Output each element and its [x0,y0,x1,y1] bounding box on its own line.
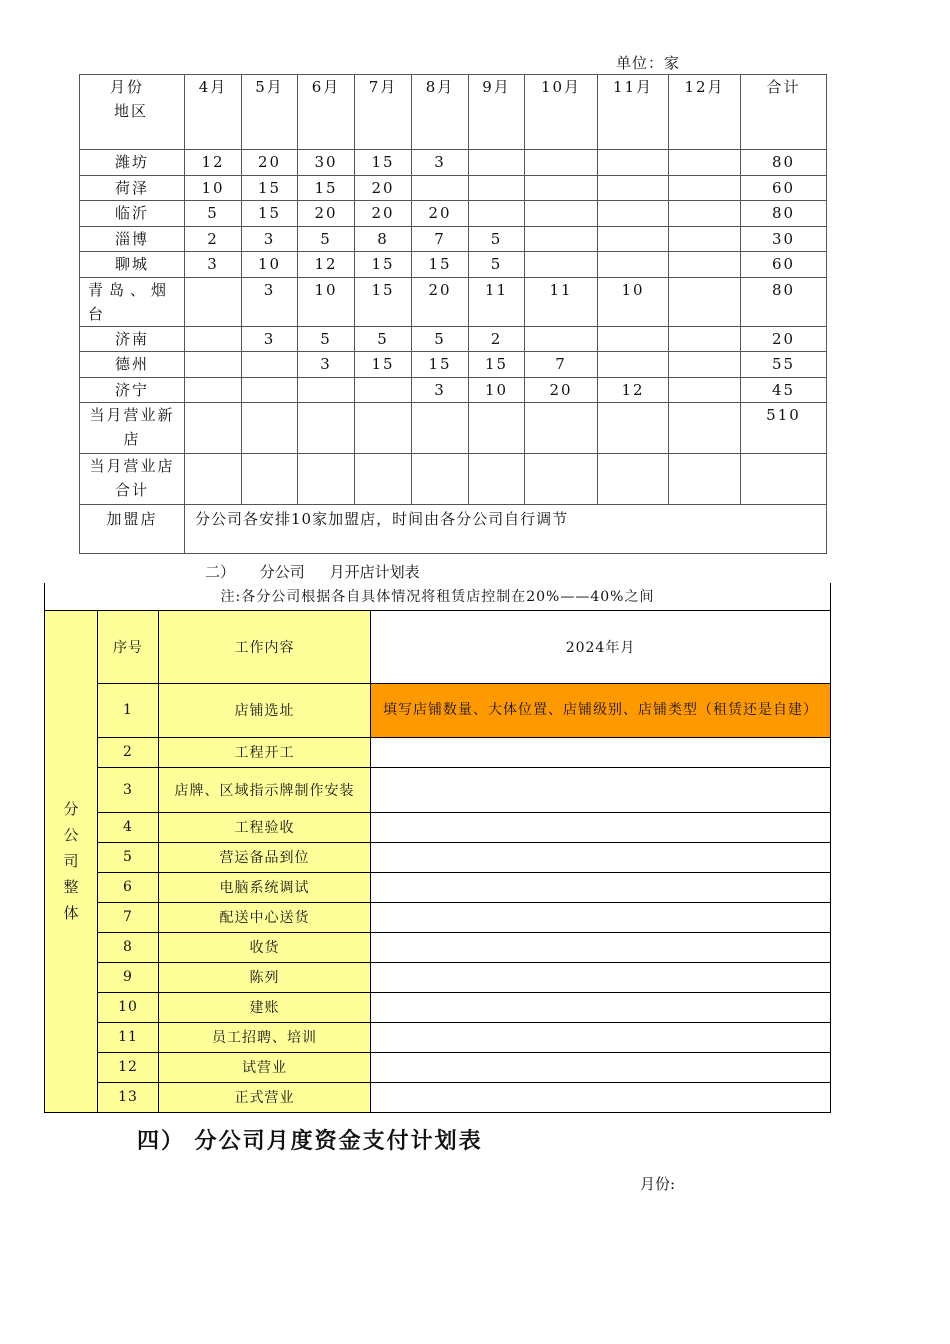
row-number: 1 [98,683,159,737]
row-number: 3 [98,767,159,812]
value-cell: 7 [412,226,469,252]
table-row [45,992,831,1022]
note-row [45,583,831,610]
value-cell: 11 [469,277,525,326]
value-cell: 15 [355,277,412,326]
value-cell: 5 [185,201,242,227]
table-row [45,1022,831,1052]
value-cell [741,454,827,505]
side-label: 分公司整体 [63,800,80,922]
value-cell: 3 [242,326,298,352]
work-item: 陈列 [159,962,371,992]
new-store-total: 510 [741,403,827,454]
no-header: 序号 [98,610,159,683]
table-row [45,1082,831,1112]
month-header: 10月 [525,75,598,150]
table-row [80,175,827,201]
row-number: 5 [98,842,159,872]
value-cell: 15 [412,252,469,278]
detail-cell [371,962,831,992]
value-cell [669,326,741,352]
table-row [80,150,827,176]
table-row [45,737,831,767]
region-cell: 济宁 [80,377,185,403]
value-cell [525,326,598,352]
value-cell [669,175,741,201]
table-row [80,326,827,352]
value-cell [298,377,355,403]
new-store-row [80,403,827,454]
value-cell: 15 [412,352,469,378]
value-cell: 20 [242,150,298,176]
work-plan-table [44,583,831,1113]
total-cell: 30 [741,226,827,252]
work-item: 店牌、区域指示牌制作安装 [159,767,371,812]
row-number: 2 [98,737,159,767]
value-cell [669,377,741,403]
table-row [45,902,831,932]
table-row [45,842,831,872]
value-cell: 11 [525,277,598,326]
detail-cell [371,842,831,872]
month-header: 11月 [598,75,669,150]
subtitle [205,561,440,582]
value-cell [525,201,598,227]
work-item: 店铺选址 [159,683,371,737]
total-header: 合计 [741,75,827,150]
value-cell: 5 [412,326,469,352]
detail-cell [371,1052,831,1082]
value-cell [598,326,669,352]
value-cell: 12 [298,252,355,278]
value-cell: 3 [185,252,242,278]
table-row [80,252,827,278]
table-row [80,377,827,403]
table-row [45,1052,831,1082]
rent-note: 注:各分公司根据各自具体情况将租赁店控制在20%——40%之间 [45,583,831,610]
value-cell [525,454,598,505]
value-cell: 10 [185,175,242,201]
month-year-header: 2024年月 [371,610,831,683]
detail-cell [371,872,831,902]
detail-cell [371,767,831,812]
work-item: 工程验收 [159,812,371,842]
franchise-row [80,505,827,554]
table-row [45,872,831,902]
value-cell: 5 [298,226,355,252]
value-cell [525,175,598,201]
row-number: 11 [98,1022,159,1052]
value-cell [469,201,525,227]
row-number: 12 [98,1052,159,1082]
region-cell: 青岛、烟台 [80,277,185,326]
value-cell: 3 [242,226,298,252]
store-opening-table [79,74,827,554]
region-cell: 淄博 [80,226,185,252]
month-header: 6月 [298,75,355,150]
total-cell: 20 [741,326,827,352]
value-cell: 10 [469,377,525,403]
value-cell [598,201,669,227]
total-cell: 80 [741,150,827,176]
table1-header-row [80,75,827,150]
value-cell [469,175,525,201]
value-cell: 15 [242,175,298,201]
total-cell: 60 [741,252,827,278]
store-total-label: 当月营业店合计 [80,454,185,505]
month-header: 9月 [469,75,525,150]
row-number: 13 [98,1082,159,1112]
value-cell [469,454,525,505]
value-cell [598,403,669,454]
value-cell: 20 [412,277,469,326]
month-header: 12月 [669,75,741,150]
total-cell: 80 [741,277,827,326]
row-number: 4 [98,812,159,842]
value-cell: 15 [355,150,412,176]
work-item: 员工招聘、培训 [159,1022,371,1052]
work-item: 营运备品到位 [159,842,371,872]
subtitle-company: 分公司 [259,563,305,581]
total-cell: 55 [741,352,827,378]
month-label: 月份: [640,1175,676,1193]
new-store-label: 当月营业新店 [80,403,185,454]
value-cell [469,150,525,176]
detail-cell: 填写店铺数量、大体位置、店铺级别、店铺类型（租赁还是自建） [371,683,831,737]
total-cell: 45 [741,377,827,403]
value-cell [669,252,741,278]
value-cell [598,252,669,278]
work-item: 配送中心送货 [159,902,371,932]
total-cell: 80 [741,201,827,227]
detail-cell [371,1082,831,1112]
value-cell: 3 [412,377,469,403]
value-cell [469,403,525,454]
corner-region-label: 地区 [114,102,149,120]
total-cell: 60 [741,175,827,201]
value-cell: 3 [242,277,298,326]
value-cell: 12 [185,150,242,176]
region-cell: 济南 [80,326,185,352]
value-cell: 10 [298,277,355,326]
table-row [45,767,831,812]
work-item: 工程开工 [159,737,371,767]
value-cell [669,201,741,227]
value-cell [525,403,598,454]
value-cell [298,403,355,454]
table-row [80,352,827,378]
value-cell: 20 [355,201,412,227]
section4-title: 四） 分公司月度资金支付计划表 [137,1128,483,1154]
table-row [80,277,827,326]
value-cell: 15 [242,201,298,227]
value-cell [669,403,741,454]
value-cell [525,150,598,176]
region-cell: 荷泽 [80,175,185,201]
value-cell: 5 [298,326,355,352]
value-cell: 3 [412,150,469,176]
subtitle-prefix: 二） [205,563,236,581]
value-cell [185,326,242,352]
detail-cell [371,1022,831,1052]
row-number: 8 [98,932,159,962]
value-cell: 20 [355,175,412,201]
value-cell: 15 [355,352,412,378]
value-cell [669,277,741,326]
row-number: 6 [98,872,159,902]
table2-header-row [45,610,831,683]
work-item: 正式营业 [159,1082,371,1112]
value-cell: 20 [525,377,598,403]
value-cell [242,454,298,505]
value-cell: 20 [298,201,355,227]
value-cell [185,454,242,505]
value-cell: 7 [525,352,598,378]
value-cell [185,403,242,454]
value-cell [412,403,469,454]
value-cell: 5 [469,226,525,252]
value-cell [598,454,669,505]
table-row [45,812,831,842]
value-cell: 8 [355,226,412,252]
value-cell: 15 [298,175,355,201]
work-header: 工作内容 [159,610,371,683]
table-row [45,932,831,962]
value-cell: 20 [412,201,469,227]
row-number: 10 [98,992,159,1022]
value-cell [669,454,741,505]
detail-cell [371,737,831,767]
detail-cell [371,992,831,1022]
value-cell [598,175,669,201]
work-item: 电脑系统调试 [159,872,371,902]
work-item: 收货 [159,932,371,962]
month-header: 7月 [355,75,412,150]
region-cell: 德州 [80,352,185,378]
region-cell: 临沂 [80,201,185,227]
value-cell [525,252,598,278]
store-total-row [80,454,827,505]
value-cell: 5 [469,252,525,278]
value-cell [298,454,355,505]
region-cell: 潍坊 [80,150,185,176]
value-cell [412,454,469,505]
value-cell [185,377,242,403]
month-header: 5月 [242,75,298,150]
value-cell [242,377,298,403]
corner-month-label: 月份 [110,78,145,96]
work-item: 建账 [159,992,371,1022]
value-cell: 30 [298,150,355,176]
value-cell: 15 [355,252,412,278]
value-cell [242,352,298,378]
value-cell: 2 [469,326,525,352]
value-cell: 3 [298,352,355,378]
row-number: 7 [98,902,159,932]
value-cell [355,377,412,403]
detail-cell [371,902,831,932]
region-cell: 聊城 [80,252,185,278]
value-cell: 2 [185,226,242,252]
month-header: 8月 [412,75,469,150]
month-header: 4月 [185,75,242,150]
franchise-text: 分公司各安排10家加盟店，时间由各分公司自行调节 [185,505,827,554]
value-cell [598,226,669,252]
franchise-label: 加盟店 [80,505,185,554]
value-cell [669,226,741,252]
value-cell: 10 [598,277,669,326]
value-cell [355,403,412,454]
value-cell: 5 [355,326,412,352]
value-cell [598,150,669,176]
table-row [80,226,827,252]
value-cell [669,150,741,176]
value-cell: 12 [598,377,669,403]
value-cell [598,352,669,378]
side-label-cell [45,610,98,1112]
table-row [45,683,831,737]
value-cell [525,226,598,252]
detail-cell [371,812,831,842]
value-cell: 15 [469,352,525,378]
unit-label: 单位：家 [616,54,681,72]
value-cell [185,352,242,378]
value-cell [185,277,242,326]
work-item: 试营业 [159,1052,371,1082]
row-number: 9 [98,962,159,992]
table-row [45,962,831,992]
subtitle-title: 月开店计划表 [329,563,420,581]
value-cell [412,175,469,201]
value-cell [669,352,741,378]
value-cell [355,454,412,505]
table-row [80,201,827,227]
value-cell: 10 [242,252,298,278]
corner-header [80,75,185,150]
value-cell [242,403,298,454]
detail-cell [371,932,831,962]
